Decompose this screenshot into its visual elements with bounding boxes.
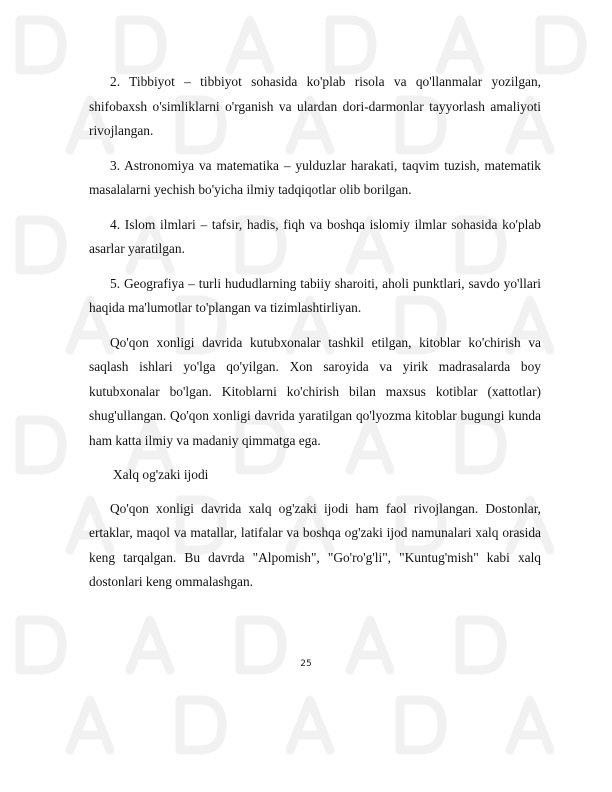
paragraph-folklore: Qo'qon xonligi davrida xalq og'zaki ijodi ham faol rivojlangan. Dostonlar, ertaklar, maqol va matallar, latifalar va boshqa og'zaki ijod namunalari xalq orasida keng tarqalgan. Bu davrda "Alpomish", "Go'ro'g'li", "Kuntug'mish" kabi xalq dostonlari keng ommalashgan.: [89, 500, 541, 589]
paragraph-medicine: 2. Tibbiyot – tibbiyot sohasida ko'plab risola va qo'llanmalar yozilgan, shifobaxsh o'simliklarni o'rganish va ulardan dori-darmonlar tayyorlash amaliyoti rivojlangan.: [89, 74, 541, 138]
document-body: [89, 70, 541, 595]
paragraph-libraries: Qo'qon xonligi davrida kutubxonalar tashkil etilgan, kitoblar ko'chirish va saqlash ishlari yo'lga qo'yilgan. Xon saroyida va yirik madrasalarda boy kutubxonalar bo'lgan. Kitoblarni ko'chirish bilan maxsus kotiblar (xattotlar) shug'ullangan. Qo'qon xonligi davrida yaratilgan qo'lyozma kitoblar bugungi kunda ham katta ilmiy va madaniy qimmatga ega.: [89, 334, 541, 448]
paragraph-astronomy: 3. Astronomiya va matematika – yulduzlar harakati, taqvim tuzish, matematik masalalarni yechish bo'yicha ilmiy tadqiqotlar olib borilgan.: [89, 157, 541, 197]
section-heading: Xalq og'zaki ijodi: [113, 467, 209, 482]
paragraph-geography: 5. Geografiya – turli hududlarning tabiiy sharoiti, aholi punktlari, savdo yo'llari haqida ma'lumotlar to'plangan va tizimlashtirliyan.: [89, 275, 541, 315]
page-number: 25: [300, 659, 312, 669]
paragraph-islamic-sciences: 4. Islom ilmlari – tafsir, hadis, fiqh va boshqa islomiy ilmlar sohasida ko'plab asarlar yaratilgan.: [89, 216, 541, 256]
